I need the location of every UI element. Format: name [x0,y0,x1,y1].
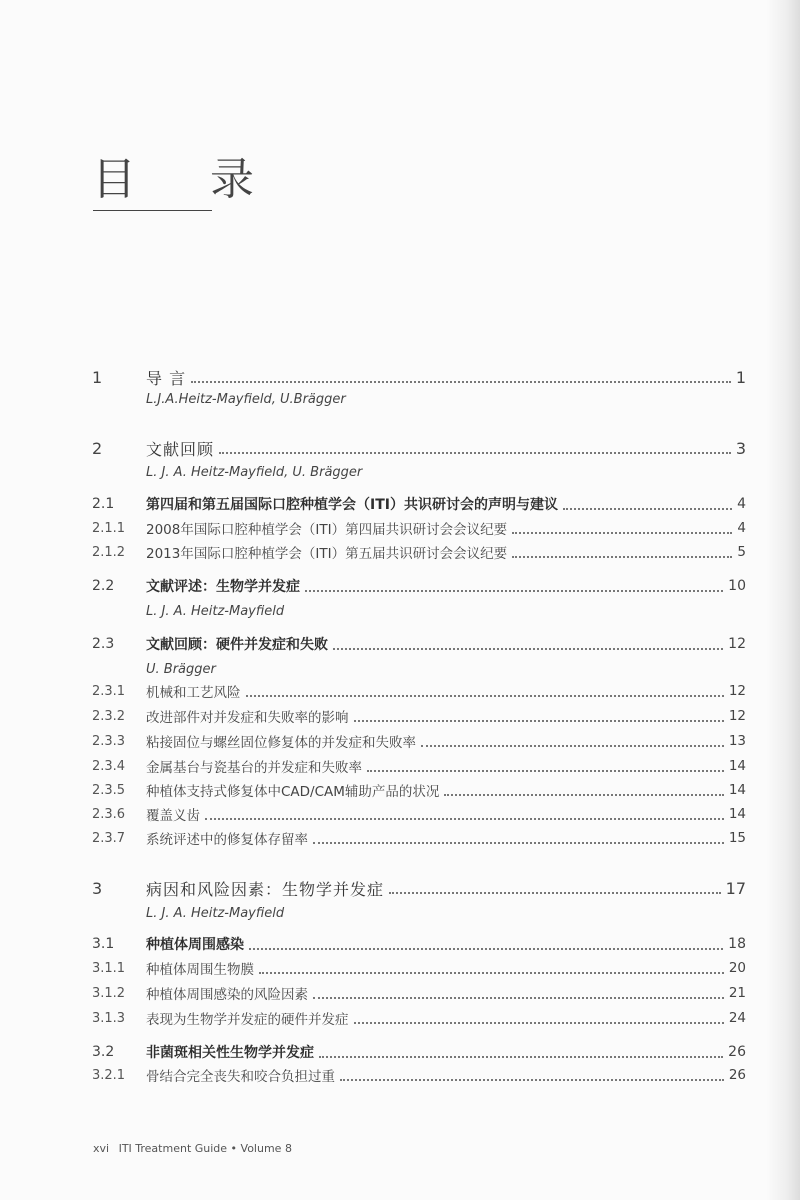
toc-entry-3-2[interactable] [92,1040,746,1064]
dot-leader [421,744,724,747]
dot-leader [333,647,723,650]
toc-label: 种植体周围感染的风险因素 [146,987,308,1003]
toc-number: 3.1 [92,936,115,952]
page-footer [93,1142,298,1155]
toc-entry-2-3-5[interactable] [92,778,746,802]
toc-number: 2.3 [92,636,115,652]
toc-page: 3 [735,438,746,458]
toc-label: 种植体周围感染 [146,937,244,953]
dot-leader [354,1021,724,1024]
toc-entry-2-3-6[interactable] [92,802,746,826]
folio: xvi [93,1142,110,1155]
toc-author: L.J.A.Heitz-Mayfield, U.Brägger [146,392,346,407]
toc-page: 12 [728,708,746,724]
toc-label: 改进部件对并发症和失败率的影响 [146,710,349,726]
toc-entry-2-3-3[interactable] [92,729,746,753]
toc-entry-3-1-3[interactable] [92,1006,746,1030]
toc-entry-2-3-4[interactable] [92,754,746,778]
toc-page: 12 [728,636,746,652]
toc-number: 2.1 [92,496,115,512]
toc-label: 文献回顾：硬件并发症和失败 [146,637,328,653]
toc-entry-3-1-1[interactable] [92,956,746,980]
toc-page: 10 [728,578,746,594]
toc-page: 5 [737,544,746,560]
dot-leader [444,793,723,796]
toc-entry-2-1-1[interactable] [92,516,746,540]
toc-entry-3-1[interactable] [92,932,746,956]
dot-leader [340,1078,724,1081]
page-title: 目 录 [92,154,284,205]
toc-label: 种植体周围生物膜 [146,962,254,978]
toc-page: 4 [737,496,746,512]
dot-leader [389,891,721,894]
toc-entry-2-3-1[interactable] [92,679,746,703]
toc-entry-2-3-2[interactable] [92,704,746,728]
toc-entry-2-3[interactable] [92,632,746,656]
dot-leader [563,507,732,510]
toc-number: 2.3.5 [92,782,126,798]
toc-label: 系统评述中的修复体存留率 [146,832,308,848]
toc-page: 14 [728,758,746,774]
toc-entry-3-1-2[interactable] [92,981,746,1005]
toc-author: U. Brägger [146,662,216,677]
toc-entry-1[interactable] [92,365,746,389]
toc-label: 第四届和第五届国际口腔种植学会（ITI）共识研讨会的声明与建议 [146,497,558,513]
dot-leader [313,996,724,999]
toc-entry-2-1-2[interactable] [92,540,746,564]
toc-label: 非菌斑相关性生物学并发症 [146,1045,314,1061]
toc-number: 3.2 [92,1044,115,1060]
toc-author: L. J. A. Heitz-Mayfield [146,604,285,619]
toc-number: 2.3.3 [92,733,126,749]
toc-label: 2008年国际口腔种植学会（ITI）第四届共识研讨会会议纪要 [146,522,508,538]
toc-entry-2-3-7[interactable] [92,826,746,850]
toc-label: 导 言 [146,368,187,388]
toc-number: 2.3.1 [92,683,126,699]
toc-page: 20 [728,960,746,976]
toc-page: 14 [728,806,746,822]
toc-page: 12 [728,683,746,699]
toc-label: 粘接固位与螺丝固位修复体的并发症和失败率 [146,735,416,751]
toc-label: 表现为生物学并发症的硬件并发症 [146,1012,349,1028]
dot-leader [305,589,723,592]
toc-page: 26 [728,1067,746,1083]
dot-leader [205,817,724,820]
toc-label: 机械和工艺风险 [146,685,241,701]
dot-leader [512,531,732,534]
toc-entry-2-1[interactable] [92,492,746,516]
dot-leader [246,694,724,697]
toc-number: 2.2 [92,578,115,594]
toc-page: 18 [728,936,746,952]
toc-label: 文献评述：生物学并发症 [146,579,300,595]
toc-page: 14 [728,782,746,798]
toc-page: 21 [728,985,746,1001]
dot-leader [319,1055,723,1058]
toc-author: L. J. A. Heitz-Mayfield, U. Brägger [146,465,363,480]
toc-label: 病因和风险因素：生物学并发症 [146,879,385,899]
toc-number: 2.3.2 [92,708,126,724]
toc-page: 17 [725,878,746,898]
toc-number: 2.1.1 [92,520,126,536]
toc-label: 种植体支持式修复体中CAD/CAM辅助产品的状况 [146,784,440,800]
toc-number: 2.3.4 [92,758,126,774]
toc-page: 15 [728,830,746,846]
toc-entry-3-2-1[interactable] [92,1063,746,1087]
toc-page: 1 [735,367,746,387]
toc-label: 文献回顾 [146,439,215,459]
toc-page: 4 [737,520,746,536]
dot-leader [512,555,732,558]
toc-label: 覆盖义齿 [146,808,200,824]
toc-label: 2013年国际口腔种植学会（ITI）第五届共识研讨会会议纪要 [146,546,508,562]
toc-page: 13 [728,733,746,749]
toc-number: 3.1.2 [92,985,126,1001]
toc-number: 2.1.2 [92,544,126,560]
toc-label: 骨结合完全丧失和咬合负担过重 [146,1069,335,1085]
toc-number: 3 [92,878,103,898]
toc-entry-2[interactable] [92,436,746,460]
dot-leader [313,841,724,844]
toc-number: 3.1.3 [92,1010,126,1026]
dot-leader [191,380,731,383]
toc-page: 24 [728,1010,746,1026]
toc-entry-3[interactable] [92,876,746,900]
series-title: ITI Treatment Guide • Volume 8 [118,1142,292,1155]
toc-number: 3.1.1 [92,960,126,976]
toc-author: L. J. A. Heitz-Mayfield [146,906,285,921]
dot-leader [367,769,724,772]
toc-number: 1 [92,367,103,387]
dot-leader [249,947,723,950]
toc-number: 3.2.1 [92,1067,126,1083]
dot-leader [354,719,724,722]
toc-number: 2.3.6 [92,806,126,822]
toc-page: 26 [728,1044,746,1060]
dot-leader [259,971,724,974]
toc-number: 2.3.7 [92,830,126,846]
toc-entry-2-2[interactable] [92,574,746,598]
toc-label: 金属基台与瓷基台的并发症和失败率 [146,760,362,776]
toc-number: 2 [92,438,103,458]
dot-leader [219,451,731,454]
